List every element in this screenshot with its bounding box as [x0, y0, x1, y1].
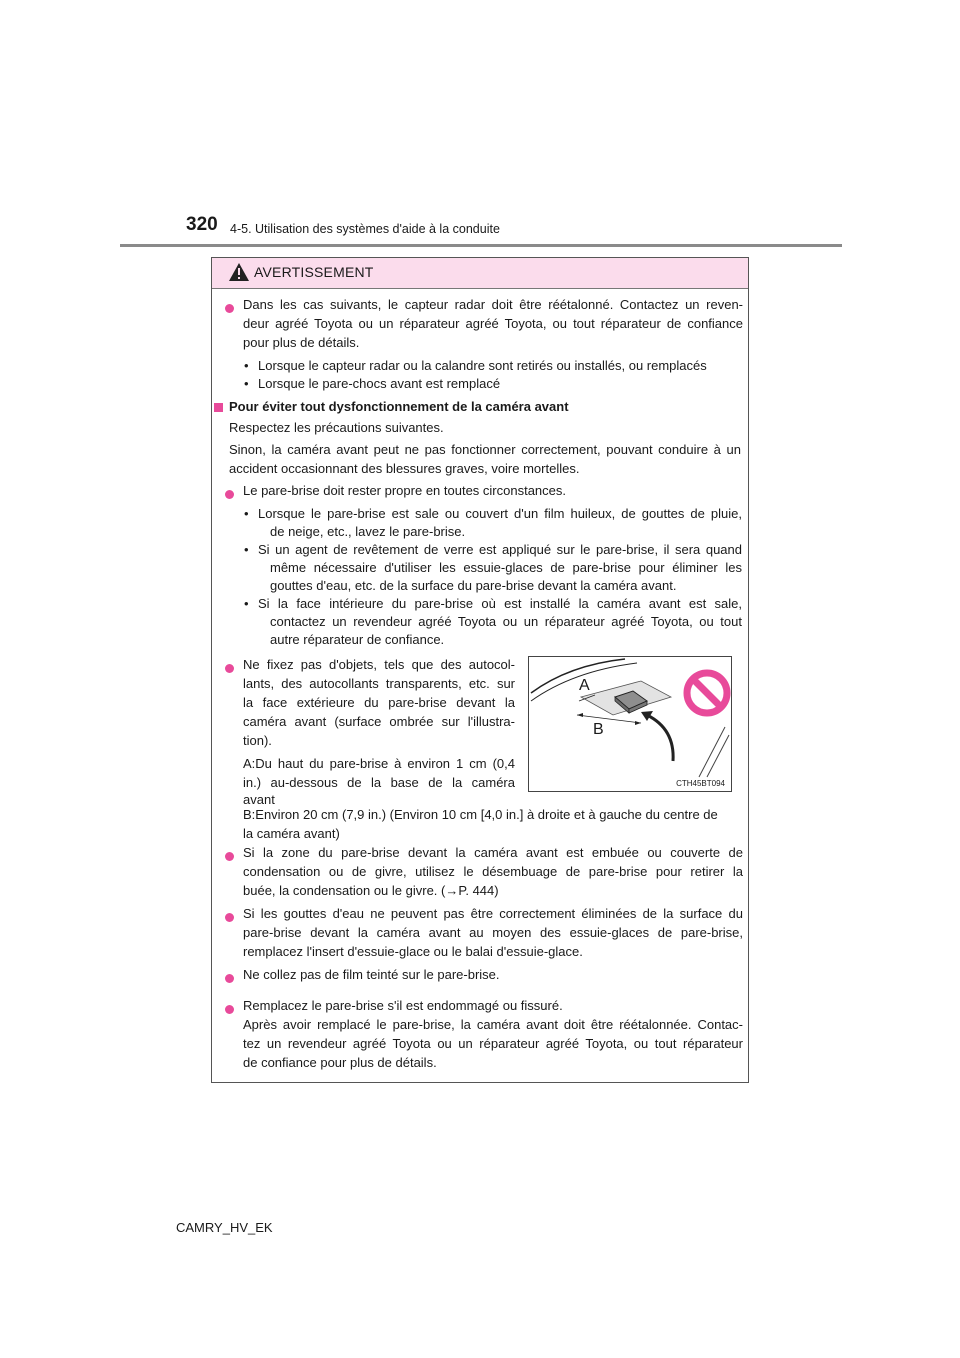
radar-para-line: pour plus de détails. — [243, 335, 360, 350]
radar-sub-item: Lorsque le capteur radar ou la calandre sont retirés ou installés, ou remplacés — [258, 358, 707, 373]
warning-title: AVERTISSEMENT — [254, 264, 374, 280]
fix-line: lants, des autocollants transparents, etc. sur — [243, 676, 515, 691]
label-b-desc: la caméra avant) — [243, 826, 340, 841]
windshield-illustration — [529, 657, 731, 791]
fix-line: tion). — [243, 733, 272, 748]
figure-label-b: B — [593, 721, 604, 738]
label-a-desc: in.) au-dessous de la base de la caméra — [243, 775, 515, 790]
fix-line: la face extérieure du pare-brise devant la — [243, 695, 515, 710]
clean-sub-line: autre réparateur de confiance. — [270, 632, 445, 647]
clean-sub-line: Lorsque le pare-brise est sale ou couvert d'un film huileux, de gouttes de pluie, — [258, 506, 742, 521]
clean-text: Le pare-brise doit rester propre en toutes circonstances. — [243, 483, 567, 498]
drops-line: pare-brise devant la caméra avant au moyen des essuie-glaces de pare-brise, — [243, 925, 743, 940]
radar-para-line: Dans les cas suivants, le capteur radar doit être réétalonné. Contactez un reven- — [243, 297, 743, 312]
bullet-dot — [225, 304, 234, 313]
bullet-dot — [225, 852, 234, 861]
fog-line: buée, la condensation ou le givre. (→P. 444) — [243, 883, 499, 898]
replace-line: tez un revendeur agréé Toyota ou un réparateur agréé Toyota, ou tout réparateur — [243, 1036, 743, 1051]
fog-line: Si la zone du pare-brise devant la caméra avant est embuée ou couverte de — [243, 845, 743, 860]
page-number: 320 — [186, 214, 218, 235]
clean-sub-line: de neige, etc., lavez le pare-brise. — [270, 524, 466, 539]
bullet-dot — [225, 490, 234, 499]
fix-line: caméra avant (surface ombrée sur l'illustra- — [243, 714, 515, 729]
fog-line: condensation ou de givre, utilisez le désembuage de pare-brise pour retirer la — [243, 864, 743, 879]
label-b-desc: B:Environ 20 cm (7,9 in.) (Environ 10 cm [4,0 in.] à droite et à gauche du centre de — [243, 807, 718, 822]
label-a-desc: A:Du haut du pare-brise à environ 1 cm (0,4 — [243, 756, 515, 771]
footer-model: CAMRY_HV_EK — [176, 1220, 273, 1235]
sub-bullet: • — [244, 358, 249, 373]
section-square-icon — [214, 403, 223, 412]
drops-line: Si les gouttes d'eau ne peuvent pas être correctement éliminées de la surface du — [243, 906, 743, 921]
bullet-dot — [225, 974, 234, 983]
otherwise-line: accident occasionnant des blessures graves, voire mortelles. — [229, 461, 580, 476]
bullet-dot — [225, 664, 234, 673]
clean-sub-line: Si la face intérieure du pare-brise où est installé la caméra avant est sale, — [258, 596, 742, 611]
warning-header — [212, 258, 748, 289]
drops-line: remplacez l'insert d'essuie-glace ou le balai d'essuie-glace. — [243, 944, 583, 959]
section-title: 4-5. Utilisation des systèmes d'aide à la conduite — [230, 222, 500, 236]
label-a-desc: avant — [243, 792, 275, 807]
clean-sub-line: même nécessaire d'utiliser les essuie-glaces de pare-brise pour éliminer les — [270, 560, 742, 575]
replace-line: de confiance pour plus de détails. — [243, 1055, 437, 1070]
fix-line: Ne fixez pas d'objets, tels que des autocol- — [243, 657, 515, 672]
tint-text: Ne collez pas de film teinté sur le pare-brise. — [243, 967, 500, 982]
bullet-dot — [225, 913, 234, 922]
replace-line: Après avoir remplacé le pare-brise, la caméra avant doit être réétalonnée. Contac- — [243, 1017, 743, 1032]
replace-line: Remplacez le pare-brise s'il est endommagé ou fissuré. — [243, 998, 563, 1013]
clean-sub-line: Si un agent de revêtement de verre est appliqué sur le pare-brise, il sera quand — [258, 542, 742, 557]
sub-bullet: • — [244, 506, 249, 521]
figure-code: CTH45BT094 — [676, 779, 725, 788]
warning-triangle-icon — [228, 262, 250, 282]
otherwise-line: Sinon, la caméra avant peut ne pas fonctionner correctement, pouvant conduire à un — [229, 442, 741, 457]
bullet-dot — [225, 1005, 234, 1014]
radar-sub-item: Lorsque le pare-chocs avant est remplacé — [258, 376, 501, 391]
clean-sub-line: gouttes d'eau, etc. de la surface du pare-brise devant la caméra avant. — [270, 578, 677, 593]
clean-sub-line: contactez un revendeur agréé Toyota ou un réparateur agréé Toyota, ou tout — [270, 614, 742, 629]
header-rule — [120, 244, 842, 247]
camera-figure — [528, 656, 732, 792]
camera-heading: Pour éviter tout dysfonctionnement de la caméra avant — [229, 399, 569, 414]
sub-bullet: • — [244, 596, 249, 611]
figure-label-a: A — [579, 677, 590, 694]
precautions-text: Respectez les précautions suivantes. — [229, 420, 444, 435]
sub-bullet: • — [244, 376, 249, 391]
radar-para-line: deur agréé Toyota ou un réparateur agréé Toyota, ou tout réparateur de confiance — [243, 316, 743, 331]
sub-bullet: • — [244, 542, 249, 557]
